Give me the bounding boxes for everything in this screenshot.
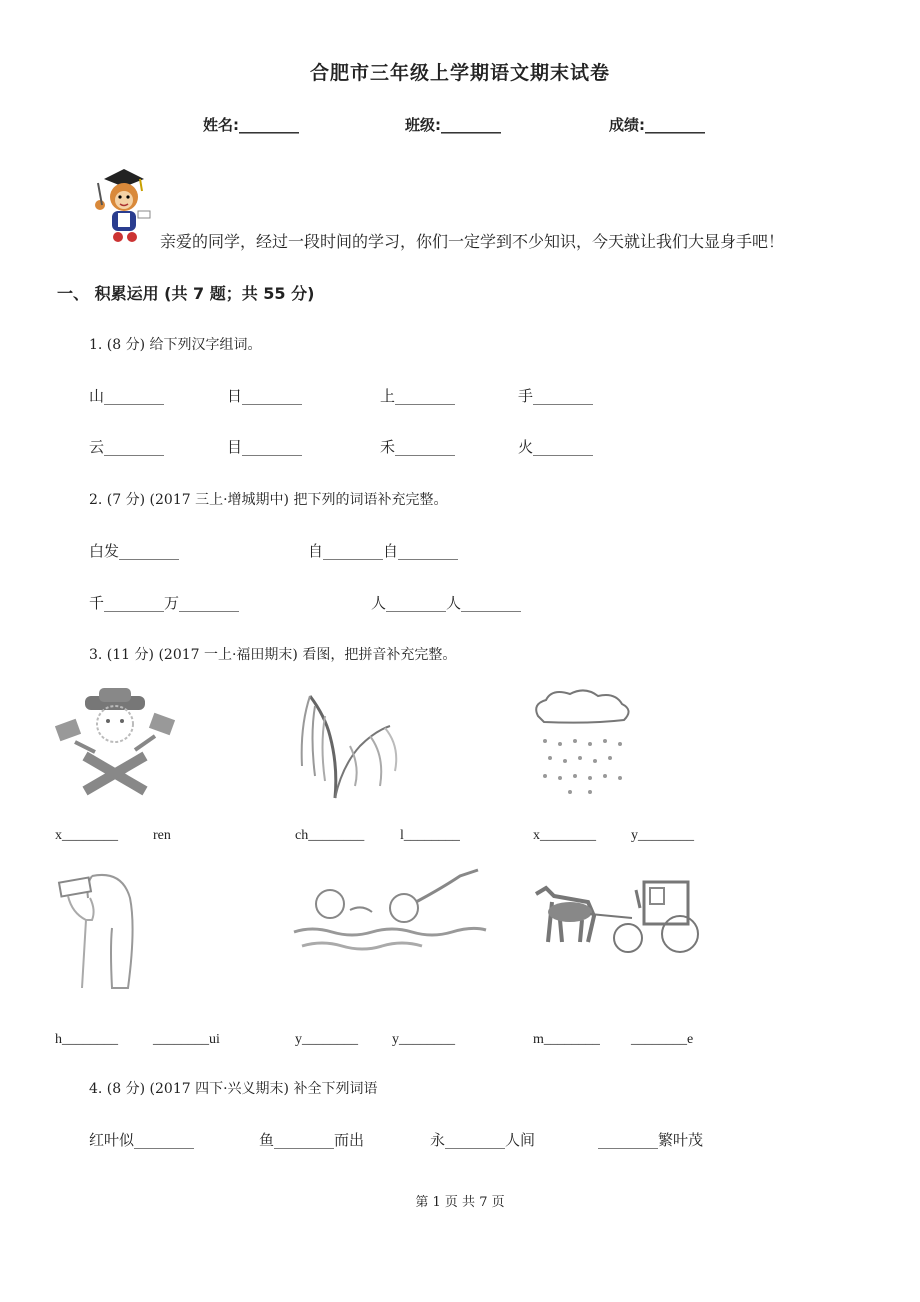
q1-item: 上________ [380,387,456,405]
q3-pinyin: y________ [631,828,694,843]
q3-pinyin: ________ui [153,1032,220,1047]
score-field: 成绩:________ [609,116,705,134]
q2-item: 白发________ [89,542,180,560]
q1-item: 云________ [89,438,165,456]
question-1-prompt: 1. (8 分) 给下列汉字组词。 [89,337,262,353]
snow-cloud-image [530,686,635,804]
page-title: 合肥市三年级上学期语文期末试卷 [309,62,610,84]
q3-pinyin: y________ [392,1032,455,1047]
q4-item: 红叶似________ [89,1131,195,1149]
q1-item: 日________ [227,387,303,405]
greeting-text: 亲爱的同学，经过一段时间的学习，你们一定学到不少知识，今天就让我们大显身手吧！ [160,232,785,251]
swimming-image [292,868,487,958]
section-heading: 一、 积累运用 (共 7 题；共 55 分) [57,284,315,303]
q1-item: 目________ [227,438,303,456]
q3-pinyin: ren [153,828,171,843]
willow-tree-image [290,686,420,804]
q1-item: 火________ [518,438,594,456]
q2-item: 千________万________ [89,594,240,612]
q3-pinyin: ch________ [295,828,365,843]
q2-item: 自________自________ [308,542,459,560]
q1-item: 山________ [89,387,165,405]
q3-pinyin: m________ [533,1032,600,1047]
q3-pinyin: h________ [55,1032,118,1047]
q3-pinyin: x________ [533,828,596,843]
q2-item: 人________人________ [371,594,522,612]
q4-item: ________繁叶茂 [598,1131,704,1149]
q4-item: 永________人间 [430,1131,536,1149]
question-4-prompt: 4. (8 分) (2017 四下·兴义期末) 补全下列词语 [89,1081,378,1097]
mascot-image [88,165,156,247]
q4-item: 鱼________而出 [259,1131,365,1149]
girl-drinking-image [52,868,142,998]
horse-carriage-image [532,872,702,956]
question-2-prompt: 2. (7 分) (2017 三上·增城期中) 把下列的词语补充完整。 [89,492,448,508]
q1-item: 禾________ [380,438,456,456]
page-footer: 第 1 页 共 7 页 [415,1195,505,1210]
name-field: 姓名:________ [203,116,299,134]
question-3-prompt: 3. (11 分) (2017 一上·福田期末) 看图，把拼音补充完整。 [89,647,457,663]
q3-pinyin: x________ [55,828,118,843]
q3-pinyin: ________e [631,1032,694,1047]
q3-pinyin: l________ [400,828,460,843]
q3-pinyin: y________ [295,1032,358,1047]
class-field: 班级:________ [405,116,501,134]
q1-item: 手________ [518,387,594,405]
snowman-image [55,686,185,804]
